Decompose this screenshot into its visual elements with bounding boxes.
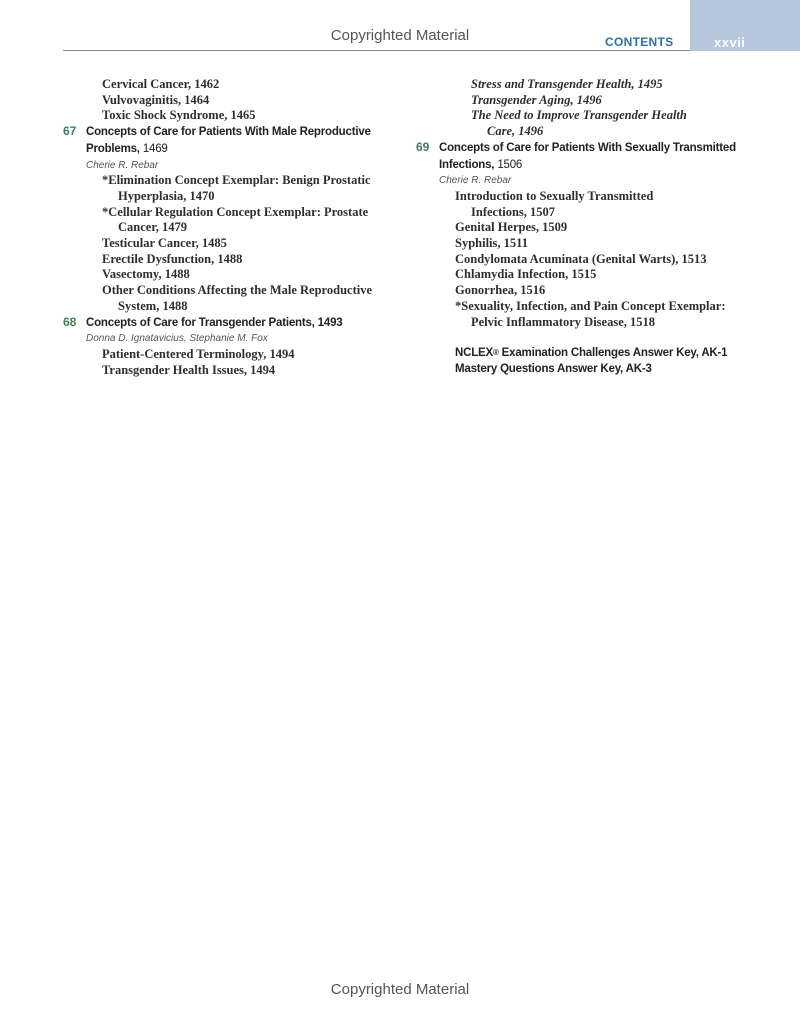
chapter-title: Concepts of Care for Patients With Sexually Transmitted <box>439 141 736 154</box>
toc-subsection: The Need to Improve Transgender Health <box>471 108 687 123</box>
chapter-title-cont: Problems, <box>86 142 140 155</box>
nclex-answer-key-entry <box>416 346 746 362</box>
toc-right-column <box>416 77 746 378</box>
chapter-author: Cherie R. Rebar <box>86 159 159 171</box>
chapter-title-cont: Infections, <box>439 158 495 171</box>
toc-section: Cervical Cancer, 1462 <box>102 77 220 91</box>
chapter-page: 1469 <box>142 142 168 155</box>
mastery-answer-key-entry: Mastery Questions Answer Key, AK-3 <box>455 362 652 375</box>
toc-section: Transgender Health Issues, 1494 <box>102 362 276 377</box>
spacer <box>416 330 746 346</box>
chapter-page: 1506 <box>497 158 523 171</box>
toc-section-cont: System, 1488 <box>118 298 188 313</box>
toc-section-cont: Infections, 1507 <box>471 204 556 219</box>
chapter-69-heading-cont <box>416 157 746 174</box>
toc-section: Toxic Shock Syndrome, 1465 <box>102 108 256 123</box>
chapter-number: 67 <box>63 124 77 139</box>
toc-section: *Cellular Regulation Concept Exemplar: Prostate <box>102 204 369 219</box>
toc-section: Testicular Cancer, 1485 <box>102 236 227 251</box>
toc-left-column <box>63 77 393 378</box>
running-header: CONTENTS <box>605 35 674 49</box>
chapter-67-heading-cont <box>63 141 393 158</box>
chapter-69-heading <box>416 140 746 157</box>
toc-section: Other Conditions Affecting the Male Reproductive <box>102 283 373 298</box>
copyright-watermark-bottom: Copyrighted Material <box>330 981 470 998</box>
toc-section: Patient-Centered Terminology, 1494 <box>102 346 295 361</box>
nclex-label-rest: Examination Challenges Answer Key, AK-1 <box>498 347 728 360</box>
toc-section-cont: Cancer, 1479 <box>118 220 187 235</box>
toc-section: Gonorrhea, 1516 <box>455 283 546 298</box>
toc-subsection: Stress and Transgender Health, 1495 <box>471 77 663 91</box>
toc-section: Introduction to Sexually Transmitted <box>455 188 654 203</box>
toc-section: Erectile Dysfunction, 1488 <box>102 251 243 266</box>
copyright-watermark-top: Copyrighted Material <box>330 27 470 44</box>
chapter-67-heading <box>63 124 393 141</box>
chapter-title: Concepts of Care for Transgender Patients, 1493 <box>86 316 343 329</box>
toc-section: Vasectomy, 1488 <box>102 267 190 282</box>
chapter-68-heading <box>63 315 393 332</box>
chapter-author: Donna D. Ignatavicius, Stephanie M. Fox <box>86 333 268 345</box>
toc-section: Vulvovaginitis, 1464 <box>102 92 210 107</box>
toc-section: *Elimination Concept Exemplar: Benign Prostatic <box>102 173 371 188</box>
toc-subsection: Transgender Aging, 1496 <box>471 92 602 107</box>
toc-subsection-cont: Care, 1496 <box>487 124 544 139</box>
registered-mark: ® <box>492 348 499 358</box>
toc-section: Genital Herpes, 1509 <box>455 220 568 235</box>
nclex-label: NCLEX <box>455 347 493 360</box>
header-rule <box>63 50 690 51</box>
toc-section: Chlamydia Infection, 1515 <box>455 267 597 282</box>
toc-section-cont: Pelvic Inflammatory Disease, 1518 <box>471 314 655 329</box>
toc-section: Syphilis, 1511 <box>455 236 528 251</box>
chapter-number: 69 <box>416 139 430 154</box>
toc-section: Condylomata Acuminata (Genital Warts), 1513 <box>455 251 707 266</box>
chapter-author: Cherie R. Rebar <box>439 175 512 187</box>
toc-section-cont: Hyperplasia, 1470 <box>118 188 215 203</box>
chapter-number: 68 <box>63 314 77 329</box>
page-number: xxvii <box>714 35 746 50</box>
toc-section: *Sexuality, Infection, and Pain Concept Exemplar: <box>455 298 726 313</box>
chapter-title: Concepts of Care for Patients With Male Reproductive <box>86 126 371 139</box>
